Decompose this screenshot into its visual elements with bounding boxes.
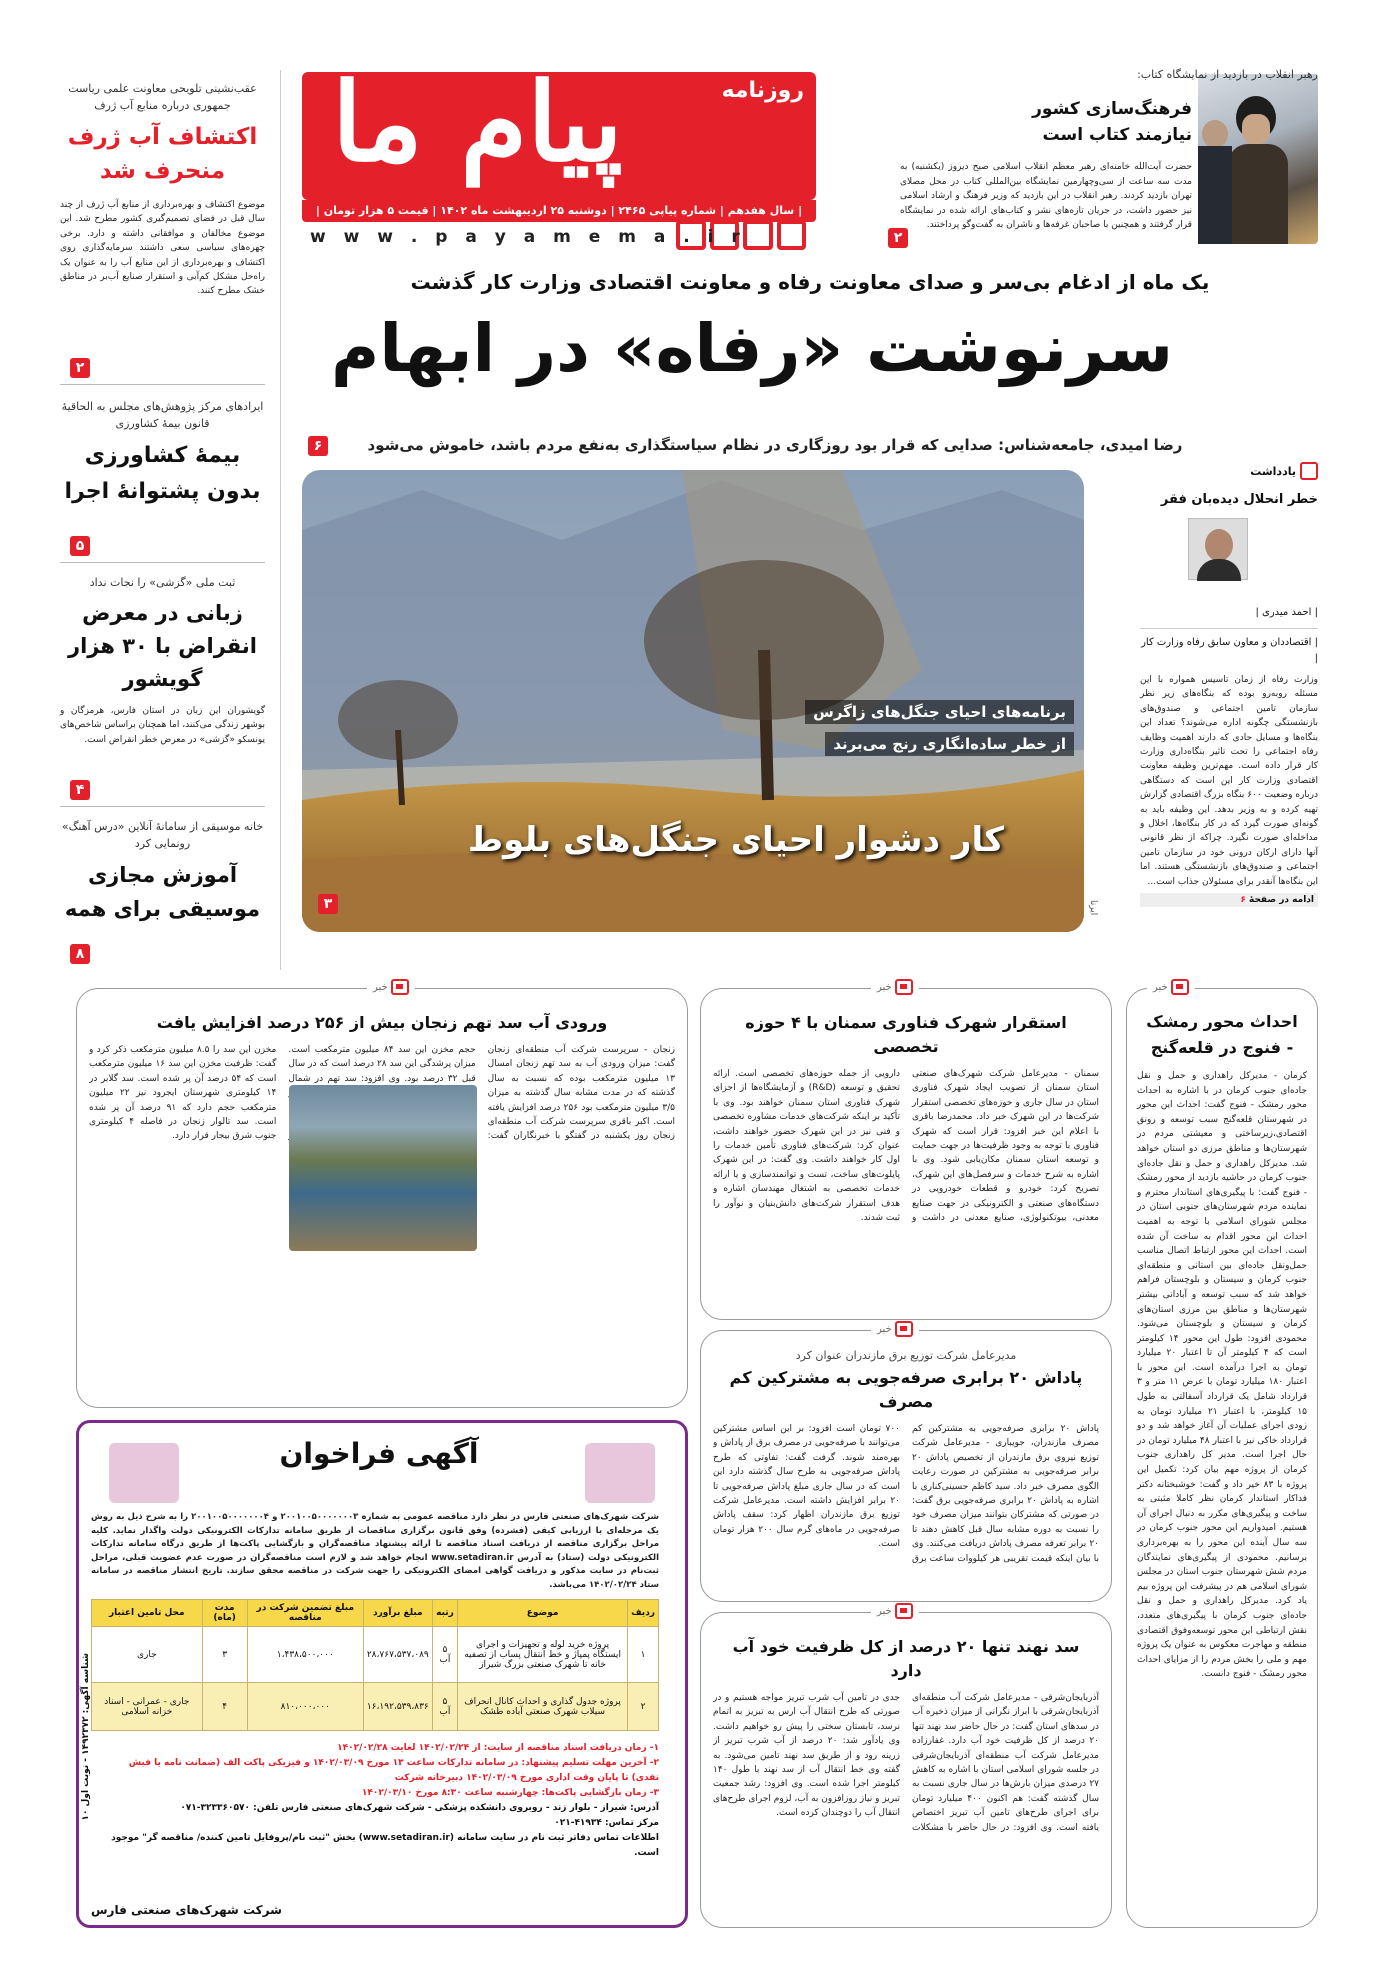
- author-photo: [1188, 518, 1248, 580]
- left-item-4: [60, 818, 265, 926]
- news-icon: [895, 979, 913, 995]
- item-kicker: ایرادهای مرکز پژوهش‌های مجلس به الحاقیهٔ قانون بیمهٔ کشاورزی: [61, 400, 264, 430]
- leader-photo: [1198, 74, 1318, 244]
- note-body: وزارت رفاه از زمان تاسیس همواره با این مسئله روبه‌رو بوده که بنگاه‌های زیر نظر سازمان تامین اجتماعی و صندوق‌های بازنشستگی چگونه اداره می‌شوند؟ تعداد این بنگاه‌ها و مسایل حادی که دارند اهمیت وظایف رفاه اجتماعی را تحت تاثیر بنگاه‌داری وزارت کار قرار داده است. مهم‌ترین وظیفه معاونت اقتصادی وزارت کار این است که دستگاهی درباره وضعیت ۶۰۰ بنگاه بزرگ اقتصادی گزارش تهیه کرده و به وزیر بدهد. این وظیفه باید به گونه‌ای صورت گیرد که در کار بنگاه‌ها، اخلال و مداخله‌ای صورت نگیرد. چراکه از نظر قانونی آنها دارای ارکان درونی خود در سازمان تامین اجتماعی و صندوق‌های بازنشستگی هستند. اما این بنگاه‌ها آنقدر برای مسئولان جذاب است...: [1140, 675, 1318, 887]
- article-box-2: [700, 981, 1112, 1320]
- table-row: ۱ پروژه خرید لوله و تجهیزات و اجرای ایستگاه پمپاژ و خط انتقال پساب از تصفیه خانه تا شهرک صنعتی بزرگ شیراز ۵ آب ۲۸،۷۶۷،۵۳۷،۰۸۹ ۱،۴۳۸،۵۰۰،۰۰۰ ۳ جاری: [92, 1627, 659, 1683]
- lead-subtitle: رضا امیدی، جامعه‌شناس: صدایی که قرار بود روزگاری در نظام سیاستگذاری به‌نفع مردم باشد، خاموش می‌شود: [367, 436, 1183, 454]
- article-body: پاداش ۲۰ برابری صرفه‌جویی به مشترکین کم مصرف مازندران، جویباری - مدیرعامل شرکت توزیع نیروی برق مازندران از تخصیص پاداش ۲۰ برابر صرفه‌جویی به مشترکین در صورت رعایت الگوی مصرف خبر داد. سید کاظم حسینی‌کناری با اشاره به پاداش ۲۰ برابری صرفه‌جویی برق گفت: در صورتی که مشترکان بتوانند میزان مصرف خود را نسبت به دوره مشابه سال قبل کاهش دهند تا ۲۰ برابر تعرفه مصرف پاداش دریافت می‌کنند. وی با بیان اینکه قیمت تقریبی هر کیلووات ساعت برق ۷۰۰ تومان است افزود: بر این اساس مشترکین می‌توانند با صرفه‌جویی در مصرف برق از پاداش و بهره‌مند شوند. گرفت گفت: تفاوتی که طرح پاداش صرفه‌جویی به طرح سال گذشته دارد این است که در سال جاری مبلغ پاداش صرفه‌جویی تا ۲۰ برابر افزایش داشته است. مدیرعامل شرکت توزیع برق مازندران اظهار کرد: سقف پاداش صرفه‌جویی در ماه‌های گرم سال ۲۰۰ هزار تومان است.: [713, 1424, 1099, 1564]
- item-kicker: خانه موسیقی از سامانهٔ آنلاین «درس آهنگ» رونمایی کرد: [61, 820, 264, 850]
- article-kicker: مدیرعامل شرکت توزیع برق مازندران عنوان کرد: [795, 1349, 1017, 1362]
- page-ref[interactable]: ۲: [888, 228, 908, 248]
- photo-kicker-1: برنامه‌های احیای جنگل‌های زاگرس: [805, 700, 1074, 724]
- article-body: سمنان - مدیرعامل شرکت شهرک‌های صنعتی استان سمنان از تصویب ایجاد شهرک فناوری استان در سال جاری و حوزه‌های تخصصی استقرار شرکت‌ها در این شهرک خبر داد. محمدرضا باقری با اعلام این خبر افزود: قرار است که شهرک فناوری با توجه به وجود ظرفیت‌ها در جهت حمایت و توسعه استان سمنان مکان‌یابی شود. وی با اشاره به شرح خدمات و سرفصل‌های این شهرک، تصریح کرد: خودرو و قطعات خودرویی در دستگاه‌های صنعتی و الکترونیکی در جهت صنایع معدنی، بیوتکنولوژی، صنایع معدنی در داشت و دارویی از جمله حوزه‌های تخصصی است. ارائه تحقیق و توسعه (R&D) و آزمایشگاه‌ها از اجزای شهرک فناوری استان سمنان خواهند بود. وی با تأکید بر اینکه شرکت‌های خدمات مشاوره تخصصی و فنی نیز در این شهرک حضور خواهند داشت، عنوان کرد: شرکت‌های فناوری تأمین خدمات را اول کار خواهند داشت. وی گفت: در این شهرک پایلوت‌های ساخت، تست و توانمندسازی و یا ارائه خدمات تخصصی به اشتغال مهندسان اشاره و هدف استقرار شرکت‌های دانش‌بنیان و نوآور را ثبت شدند.: [713, 1069, 1099, 1224]
- photo-kicker-2: از خطر ساده‌انگاری رنج می‌برند: [825, 732, 1074, 756]
- tender-ad: [76, 1420, 688, 1928]
- oak-forest-photo: [302, 470, 1084, 932]
- logo-kind: روزنامه: [721, 78, 804, 103]
- article-title[interactable]: ورودی آب سد تهم زنجان بیش از ۲۵۶ درصد افزایش یافت: [156, 1013, 608, 1032]
- item-body: موضوع اکتشاف و بهره‌برداری از منابع آب ژرف از چند سال قبل در فضای تصمیم‌گیری کشور مطرح شد. این موضوع مخالفان و موافقانی داشته و دارد. برخی چهره‌های سیاسی سعی داشتند سرمایه‌گذاری روی اکتشاف و بهره‌برداری از این منابع آب را به عنوان یک راه‌حل مشکل کم‌آبی و استقرار صنایع آب‌بر در مناطق خشک مطرح کنند.: [60, 200, 265, 297]
- page-ref[interactable]: ۶: [308, 436, 328, 456]
- lead-kicker: یک ماه از ادغام بی‌سر و صدای معاونت رفاه و معاونت اقتصادی وزارت کار گذشت: [410, 270, 1210, 294]
- item-title[interactable]: بیمهٔ کشاورزی بدون پشتوانهٔ اجرا: [64, 443, 261, 504]
- news-icon: [895, 1603, 913, 1619]
- news-tag: خبر: [871, 1321, 919, 1337]
- note-icon: [1300, 462, 1318, 480]
- article-body: کرمان - مدیرکل راهداری و حمل و نقل جاده‌ای جنوب کرمان در با اشاره به احداث محور رمشک - فنوج گفت: احداث این محور در شهرستان قلعه‌گنج سبب توسعه و رونق اقتصادی،زیرساختی و معیشتی مردم در شهرستان‌ها و مناطق مرزی دو استان خواهد شد. مدیرکل راهداری و حمل و نقل جاده‌ای جنوب کرمان در حاشیه بازدید از محور رمشک - فنوج گفت: با پیگیری‌های استاندار محترم و نماینده مردم شهرستان‌های جنوبی استان در مجلس شورای اسلامی با توجه به اهمیت احداث این محور اقدام به ساخت آن شده است. احداث این محور ارتباط اتصال مناسب حمل‌ونقل جاده‌ای بین استانی و منطقه‌ای جنوب کرمان و سیستان و بلوچستان فراهم خواهد شد که سبب توسعه و آبادانی بیشتر شهرستان‌ها و مناطق بین مرزی استان‌های کرمان و سیستان و بلوچستان می‌شود. محمودی افزود: طول این محور ۱۴ کیلومتر است که ۴ کیلومتر آن تا اعتبار ۲۰ میلیارد تومان به اجرا درآمده است. این محور با اعتبار ۱۸۰ میلیارد تومان با عرض ۱۱ متر و ۳ قرارداد شامل یک قرارداد آسفالتی به طول ۱۵ کیلومتر، با اعتبار ۲۱ میلیارد تومان به زودی اجرای عملیات آن آغاز خواهد شد و دو قرارداد خاکی نیز با اعتبار ۴۸ میلیارد تومان در حال اجرا است. مدیر کل راهداری جنوب کرمان از پروژه مهم بیان کرد: تکمیل این پروژه با ۸۳ خیر داد و گفت: خوشبختانه دکتر فداکار استاندار کرمان نظر کاملا مثبتی به ساخت و پیگیری‌های مکرر به دنبال اجرای آن هستیم. امیدواریم این محور جنوب کرمان در سه سال آینده این محور را به بهره‌برداری برسانیم. محمودی از پیگیری‌های نمایندگان مردم شش شهرستان جنوب استان در مجلس شورای اسلامی هم در پیشرفت این پروژه بیم یاد کرد. مدیرکل راهداری و حمل و نقل جاده‌ای جنوب کرمان با پیگیری‌های متعدد، نقش ارتباطی این محور توسعه‌وفوق اقتصادی منطقه و مهاجرت معکوس به عنوان یک پروژه مهم و ملی را بخش مردم را از مزایای احداث محور رمشک - فنوج دانست.: [1137, 1071, 1308, 1680]
- logo-name: پیام ما: [332, 60, 623, 186]
- ad-intro: شرکت شهرک‌های صنعتی فارس در نظر دارد مناقصه عمومی به شماره ۲۰۰۱۰۰۵۰۰۰۰۰۰۰۳ و ۲۰۰۱۰۰۵۰۰۰۰۰۰۰۴ را به شرح ذیل به روش یک مرحله‌ای با ارزیابی کیفی (فشرده) وفق قانون برگزاری مناقصات از طریق سامانه تدارکات الکترونیکی دولت واگذار نماید. کلیه مراحل برگزاری مناقصه از دریافت اسناد مناقصه تا ارائه پیشنهاد مناقصه‌گران و بازگشایی پاکت‌ها از طریق درگاه سامانه تدارکات الکترونیکی دولت (ستاد) به آدرس www.setadiran.ir انجام خواهد شد و لازم است مناقصه‌گران در صورت عدم عضویت قبلی، مراحل ثبت‌نام در سایت مذکور و دریافت گواهی امضای الکترونیکی را جهت شرکت در مناقصه محقق سازند. تاریخ انتشار مناقصه در سامانه ستاد ۱۴۰۲/۰۲/۲۴ می‌باشد.: [91, 1512, 659, 1590]
- news-icon: [895, 1321, 913, 1337]
- note-column: [1140, 462, 1318, 967]
- article-body: زنجان - سرپرست شرکت آب منطقه‌ای زنجان گفت: میزان ورودی آب به سد تهم زنجان امسال ۱۳ میلیون مترمکعب بوده که نسبت به سال گذشته که در مدت مشابه سال گذشته به میزان ۳/۵ میلیون مترمکعب بود ۲۵۶ درصد افزایش یافته است. اکبر باقری سرپرست شرکت آب منطقه‌ای زنجان روز یکشنبه در گفتگو با خبرنگاران گفت: حجم مخزن این سد ۸۴ میلیون مترمکعب است. میزان پرشدگی این سد ۲۸ درصد است که در سال قبل ۳۲ درصد بود. وی افزود: سد تهم در شمال مخزن این سد را ۸.۵ میلیون مترمکعب ذکر کرد و گفت: ظرفیت مخزن این سد ۱۶ میلیون مترمکعب است که ۵۴ درصد آن پر شده است. سد گلابر در ۱۴ کیلومتری شهرستان ایجرود نیز ۲۲ میلیون مترمکعب حجم دارد که ۹۱ درصد آن پر شده است. سد تالوار زنجان در فاصله ۴ کیلومتری جنوب شرق بیجار قرار دارد.: [89, 1045, 675, 1142]
- ad-logo-right: [585, 1443, 655, 1503]
- masthead: [302, 60, 816, 217]
- news-tag: خبر: [1147, 979, 1195, 995]
- page-ref[interactable]: ۳: [318, 894, 338, 914]
- page-ref[interactable]: ۴: [70, 780, 90, 800]
- item-kicker: ثبت ملی «گزشی» را نجات نداد: [89, 576, 236, 589]
- item-kicker: عقب‌نشینی تلویحی معاونت علمی ریاست جمهوری درباره منابع آب ژرف: [68, 82, 257, 112]
- top-right-title[interactable]: فرهنگ‌سازی کشور نیازمند کتاب است: [1032, 99, 1192, 145]
- news-icon: [391, 979, 409, 995]
- lead-title[interactable]: سرنوشت «رفاه» در ابهام: [330, 310, 1174, 387]
- ad-logo-left: [109, 1443, 179, 1503]
- ad-title: آگهی فراخوان: [279, 1437, 479, 1470]
- issue-info: | سال هفدهم | شماره پیاپی ۲۴۶۵ | دوشنبه ۲۵ اردیبهشت ماه ۱۴۰۲ | قیمت ۵ هزار تومان |: [302, 200, 816, 222]
- author-name: | احمد میدری |: [1255, 607, 1318, 618]
- article-box-3: [76, 981, 688, 1408]
- top-right-body: حضرت آیت‌الله خامنه‌ای رهبر معظم انقلاب اسلامی صبح دیروز (یکشنبه) به مدت سه ساعت از سی‌وچهارمین نمایشگاه بین‌المللی کتاب در محل مصلای تهران بازدید کردند. رهبر انقلاب در این بازدید که وزیر فرهنگ و ارشاد اسلامی نیز حضور داشت، در جریان تازه‌های نشر و کتاب‌های ارائه شده در نمایشگاه قرار گرفتند و همچنین با صاحبان غرفه‌ها و ناشران به گفت‌وگو پرداختند.: [900, 162, 1192, 230]
- article-box-5: [700, 1605, 1112, 1928]
- left-item-2: [60, 398, 265, 510]
- article-box-1: [1126, 981, 1318, 1928]
- item-title[interactable]: زبانی در معرض انقراض با ۳۰ هزار گویشور: [68, 601, 257, 691]
- article-title[interactable]: احداث محور رمشک - فنوج در قلعه‌گنج: [1146, 1012, 1298, 1057]
- news-tag: خبر: [871, 979, 919, 995]
- left-item-3: [60, 574, 265, 747]
- news-tag: خبر: [367, 979, 415, 995]
- news-tag: خبر: [871, 1603, 919, 1619]
- page-ref[interactable]: ۸: [70, 944, 90, 964]
- ad-notes: ۱- زمان دریافت اسناد مناقصه از سایت: از ۱۴۰۲/۰۲/۲۴ لغایت ۱۴۰۲/۰۲/۲۸ ۲- آخرین مهلت تسلیم پیشنهاد: در سامانه تدارکات ساعت ۱۳ مورخ ۱۴۰۲/۰۳/۰۹ و فیزیکی پاکت الف (ضمانت نامه یا فیش نقدی) تا پایان وقت اداری مورخ ۱۴۰۲/۰۳/۰۹ دبیرخانه شرکت ۳- زمان بازگشایی پاکت‌ها: چهارشنبه ساعت ۸:۳۰ مورخ ۱۴۰۲/۰۳/۱۰ آدرس: شیراز - بلوار زند - روبروی دانشکده پزشکی - شرکت شهرک‌های صنعتی فارس تلفن: ۳۲۳۳۶۰۵۷۰-۰۷۱ مرکز تماس: ۴۱۹۳۴-۰۲۱ اطلاعات تماس دفاتر ثبت نام در سایت سامانه (www.setadiran.ir) بخش "ثبت نام/پروفایل تامین کننده/ مناقصه گر" موجود است.: [111, 1743, 659, 1858]
- ad-side: شناسه آگهی: ۱۴۹۲۳۷۲ - نوبت اول ۱۰: [81, 1653, 91, 1821]
- article-box-4: [700, 1323, 1112, 1602]
- article-body: آذربایجان‌شرقی - مدیرعامل شرکت آب منطقه‌ای آذربایجان‌شرقی با ابراز نگرانی از میزان ذخیره آب در سدهای استان گفت: در حال حاضر سد نهند تنها ۲۰ درصد از کل ظرفیت خود آب دارد. غفارزاده مدیرعامل شرکت آب منطقه‌ای آذربایجان‌شرقی در جلسه شورای اسلامی استان با اشاره به کاهش ۲۷ درصدی میزان بارش‌ها در سال جاری نسبت به سال گذشته گفت: هم اکنون ۴۰۰ میلیارد تومان برای اجرای طرح‌های تامین آب تبریز اختصاص یافته است. وی افزود: در حال حاضر با مشکلات جدی در تامین آب شرب تبریز مواجه هستیم و در صورتی که طرح انتقال آب ارس به تبریز به اتمام نرسد، تابستان سختی را پیش رو خواهیم داشت. وی یادآور شد: ۲۰ درصد از آب شرب تبریز از زرینه رود و از طریق سد نهند تامین می‌شود. به گفته وی خط انتقال آب از سد نهند با طول ۱۴۰ کیلومتر اجرا شده است. وی افزود: رشد جمعیت تبریز و نیاز روزافزون به آب، لزوم اجرای طرح‌های انتقال آب را دوچندان کرده است.: [713, 1693, 1099, 1833]
- author-role: | اقتصاددان و معاون سابق رفاه وزارت کار |: [1140, 628, 1318, 667]
- item-title[interactable]: اکتشاف آب ژرف منحرف شد: [67, 124, 258, 184]
- item-title[interactable]: آموزش مجازی موسیقی برای همه: [64, 863, 261, 921]
- article-title[interactable]: استقرار شهرک فناوری سمنان با ۴ حوزه تخصصی: [745, 1013, 1067, 1056]
- news-icon: [1171, 979, 1189, 995]
- newspaper-logo: [302, 60, 816, 200]
- article-title[interactable]: سد نهند تنها ۲۰ درصد از کل ظرفیت خود آب دارد: [732, 1637, 1080, 1680]
- dam-photo: [289, 1085, 477, 1251]
- article-title[interactable]: پاداش ۲۰ برابری صرفه‌جویی به مشترکین کم مصرف: [729, 1368, 1083, 1411]
- table-row: ۲ پروژه جدول گذاری و احداث کانال انحراف سیلاب شهرک صنعتی آباده طشک ۵ آب ۱۶،۱۹۲،۵۳۹،۸۳۶ ۸۱۰،۰۰۰،۰۰۰ ۴ جاری - عمرانی - اسناد خزانه اسلامی: [92, 1683, 659, 1731]
- top-right-story: [893, 68, 1318, 253]
- ad-footer: شرکت شهرک‌های صنعتی فارس: [91, 1903, 282, 1917]
- page-ref[interactable]: ۵: [70, 536, 90, 556]
- photo-credit: ایرنا: [1088, 900, 1098, 916]
- ad-table: ردیف موضوع رتبه مبلغ برآورد مبلغ تضمین شرکت در مناقصه مدت (ماه) محل تامین اعتبار ۱ پروژه خرید لوله و تجهیزات و اجرای ایستگاه پمپاژ و خط انتقال پساب از تصفیه خانه تا شهرک صنعتی بزرگ شیراز ۵ آب ۲۸،۷۶۷،۵۳۷،۰۸۹ ۱،۴۳۸،۵۰۰،۰۰۰ ۳ جاری ۲ پروژه جدول گذاری و احداث کانال انحراف سیلاب شهرک صنعتی آباده طشک ۵ آب ۱۶،۱۹۲،۵۳۹،۸۳۶ ۸۱۰،۰۰۰،۰۰۰ ۴ جاری - عمرانی - اسناد خزانه اسلامی: [91, 1599, 659, 1731]
- note-more[interactable]: ادامه در صفحهٔ ۶: [1140, 893, 1318, 907]
- note-title[interactable]: خطر انحلال دیده‌بان فقر: [1160, 492, 1318, 507]
- top-right-kicker: رهبر انقلاب در بازدید از نمایشگاه کتاب:: [1137, 68, 1318, 81]
- item-body: گویشوران این زبان در استان فارس، هرمزگان و بوشهر زندگی می‌کنند، اما همچنان براساس شاخص‌های یونسکو «گزشی» در معرض خطر انقراض است.: [60, 706, 265, 745]
- photo-title[interactable]: کار دشوار احیای جنگل‌های بلوط: [467, 820, 1004, 860]
- page-ref[interactable]: ۲: [70, 358, 90, 378]
- left-item-1: [60, 80, 265, 299]
- note-tag: یادداشت: [1140, 462, 1318, 480]
- site-url[interactable]: w w w . p a y a m e m a . i r: [310, 227, 746, 247]
